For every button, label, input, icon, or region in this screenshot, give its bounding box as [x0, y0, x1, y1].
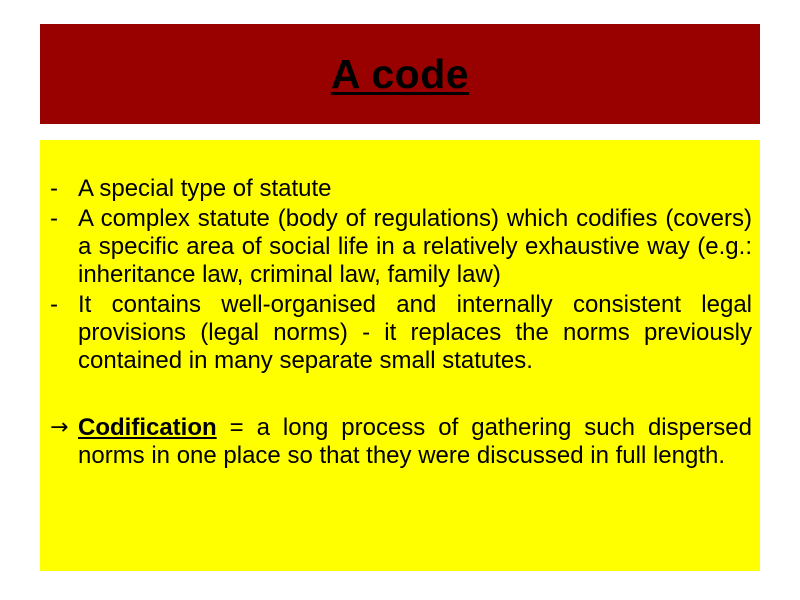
right-arrow-icon: → — [50, 415, 69, 440]
codification-paragraph — [48, 414, 752, 470]
bullet-text: A complex statute (body of regulations) which codifies (covers) a specific area of social life in a relatively exhaustive way (e.g.: inheritance law, criminal law, family law) — [78, 205, 752, 288]
bullet-item — [48, 175, 752, 203]
dash-bullet-icon: - — [50, 175, 58, 202]
bullet-item — [48, 291, 752, 375]
slide-title: A code — [330, 50, 470, 97]
bullet-list — [48, 175, 752, 375]
spacer — [48, 377, 752, 414]
content-box — [40, 140, 760, 571]
bullet-text: A special type of statute — [78, 175, 332, 202]
codification-term: Codification — [78, 414, 217, 441]
codification-definition: = a long process of gathering such dispersed norms in one place so that they were discussed in full length. — [78, 414, 752, 469]
dash-bullet-icon: - — [50, 205, 58, 232]
bullet-text: It contains well-organised and internally consistent legal provisions (legal norms) - it replaces the norms previously contained in many separate small statutes. — [78, 291, 752, 374]
title-bar — [40, 24, 760, 124]
codification-text — [78, 414, 752, 470]
dash-bullet-icon: - — [50, 291, 58, 318]
bullet-item — [48, 205, 752, 289]
